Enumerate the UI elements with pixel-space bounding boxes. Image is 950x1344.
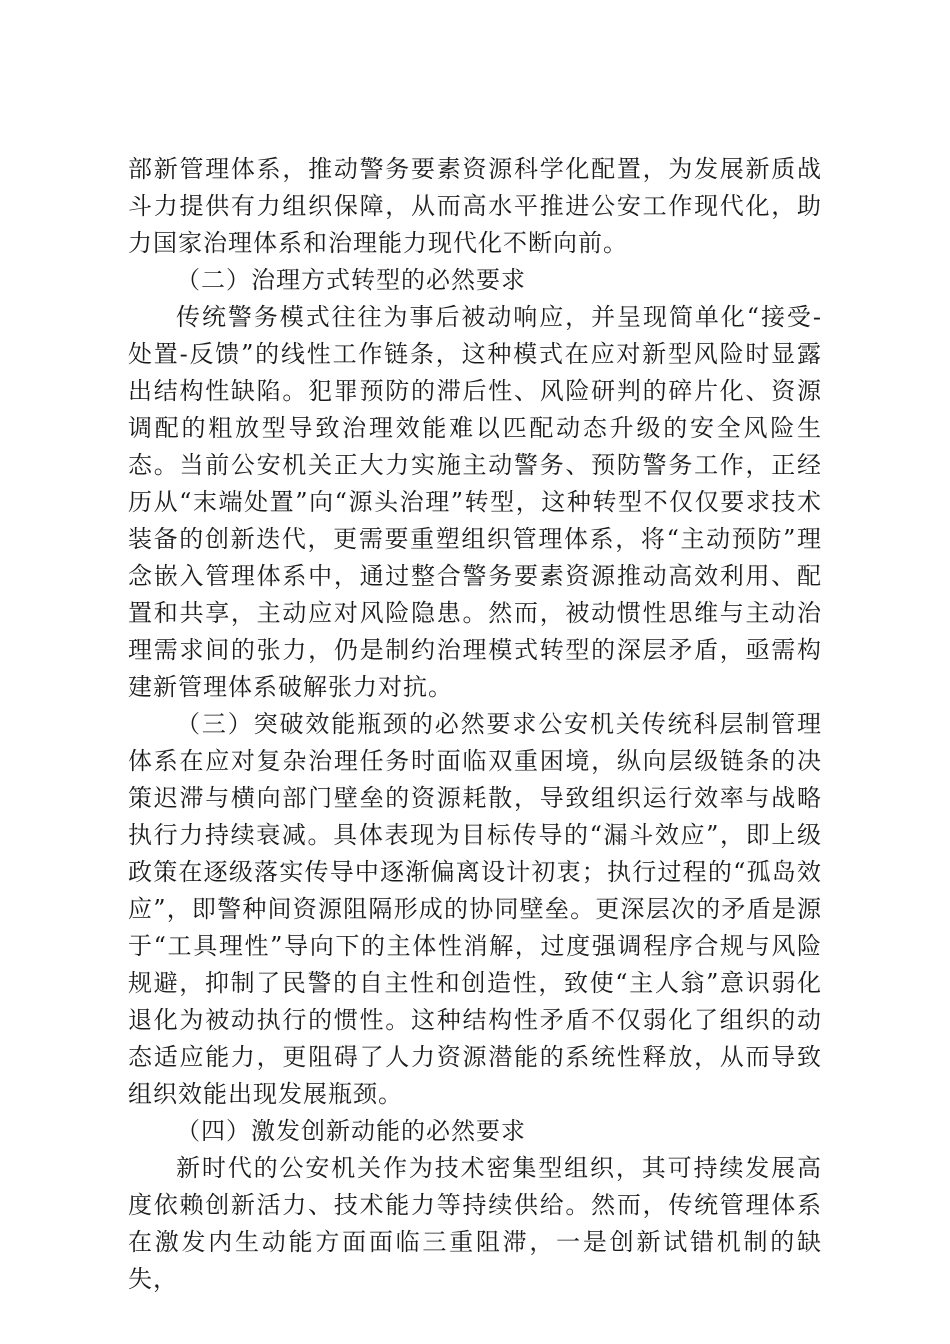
section-heading-2: （二）治理方式转型的必然要求 [176, 266, 526, 294]
document-body [128, 151, 822, 1298]
paragraph-continuation: 部新管理体系，推动警务要素资源科学化配置，为发展新质战斗力提供有力组织保障，从而高水平推进公安工作现代化，助力国家治理体系和治理能力现代化不断向前。 [128, 155, 822, 257]
paragraph-governance: 传统警务模式往往为事后被动响应，并呈现简单化“接受-处置-反馈”的线性工作链条，这种模式在应对新型风险时显露出结构性缺陷。犯罪预防的滞后性、风险研判的碎片化、资源调配的粗放型导致治理效能难以匹配动态升级的安全风险生态。当前公安机关正大力实施主动警务、预防警务工作，正经历从“末端处置”向“源头治理”转型，这种转型不仅仅要求技术装备的创新迭代，更需要重塑组织管理体系，将“主动预防”理念嵌入管理体系中，通过整合警务要素资源推动高效利用、配置和共享，主动应对风险隐患。然而，被动惯性思维与主动治理需求间的张力，仍是制约治理模式转型的深层矛盾，亟需构建新管理体系破解张力对抗。 [128, 303, 822, 701]
section-heading-4: （四）激发创新动能的必然要求 [176, 1117, 526, 1145]
paragraph-innovation: 新时代的公安机关作为技术密集型组织，其可持续发展高度依赖创新活力、技术能力等持续供给。然而，传统管理体系在激发内生动能方面面临三重阻滞，一是创新试错机制的缺失， [128, 1154, 822, 1293]
paragraph-efficiency: （三）突破效能瓶颈的必然要求公安机关传统科层制管理体系在应对复杂治理任务时面临双重困境，纵向层级链条的决策迟滞与横向部门壁垒的资源耗散，导致组织运行效率与战略执行力持续衰减。具体表现为目标传导的“漏斗效应”，即上级政策在逐级落实传导中逐渐偏离设计初衷；执行过程的“孤岛效应”，即警种间资源阻隔形成的协同壁垒。更深层次的矛盾是源于“工具理性”导向下的主体性消解，过度强调程序合规与风险规避，抑制了民警的自主性和创造性，致使“主人翁”意识弱化退化为被动执行的惯性。这种结构性矛盾不仅弱化了组织的动态适应能力，更阻碍了人力资源潜能的系统性释放，从而导致组织效能出现发展瓶颈。 [128, 710, 822, 1108]
